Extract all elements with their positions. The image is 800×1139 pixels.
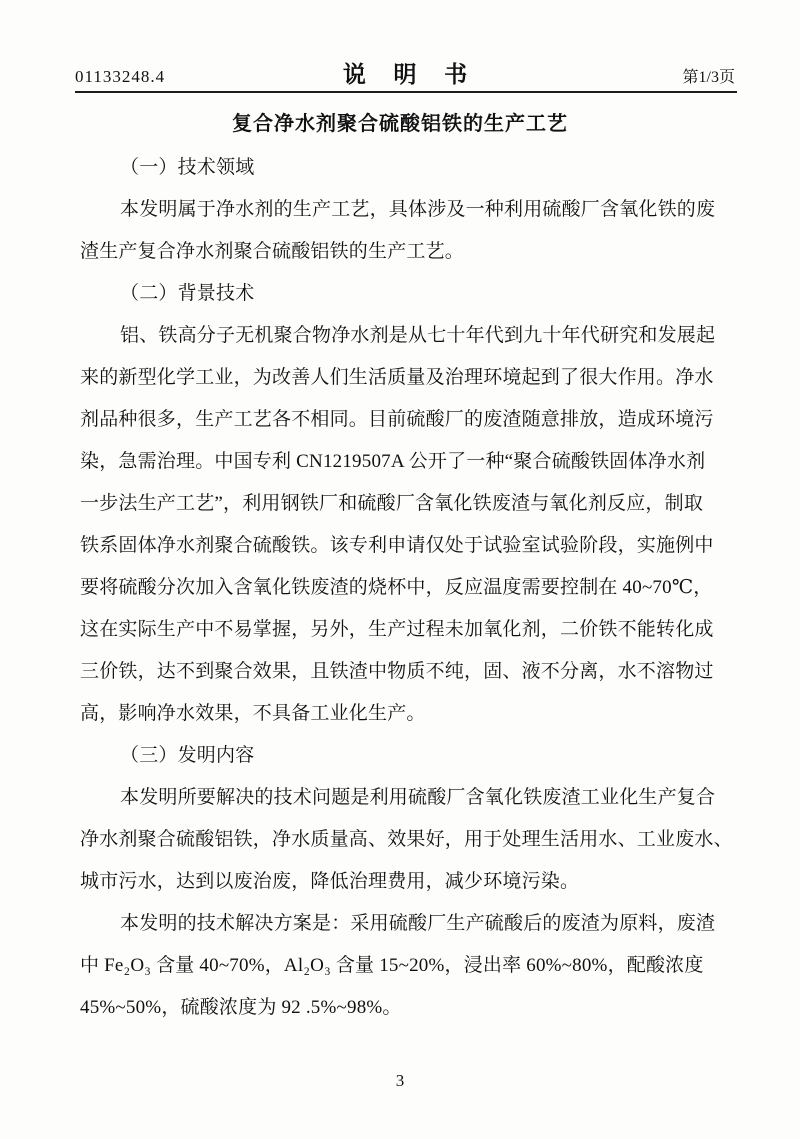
text-line: 要将硫酸分次加入含氧化铁废渣的烧杯中，反应温度需要控制在 40~70℃， — [80, 577, 713, 598]
text-line: 铝、铁高分子无机聚合物净水剂是从七十年代到九十年代研究和发展起 — [120, 325, 716, 346]
text-line: 本发明属于净水剂的生产工艺，具体涉及一种利用硫酸厂含氧化铁的废 — [120, 199, 716, 220]
document-body — [80, 147, 735, 1029]
text-line: 城市污水，达到以废治废，降低治理费用，减少环境污染。 — [80, 871, 580, 892]
text-line: 渣生产复合净水剂聚合硫酸铝铁的生产工艺。 — [80, 241, 465, 262]
section-heading-3: （三）发明内容 — [120, 745, 255, 766]
text-line: 净水剂聚合硫酸铝铁，净水质量高、效果好，用于处理生活用水、工业废水、 — [80, 829, 733, 850]
invention-title: 复合净水剂聚合硫酸铝铁的生产工艺 — [232, 113, 568, 135]
application-number: 01133248.4 — [75, 67, 166, 86]
text-line: 高，影响净水效果，不具备工业化生产。 — [80, 703, 426, 724]
page-number: 3 — [395, 1071, 405, 1090]
page-header — [75, 56, 735, 89]
text-line: 来的新型化学工业，为改善人们生活质量及治理环境起到了很大作用。净水 — [80, 367, 714, 388]
text-line: 剂品种很多，生产工艺各不相同。目前硫酸厂的废渣随意排放，造成环境污 — [80, 409, 714, 430]
text-line: 中 Fe₂O₃ 含量 40~70%，Al₂O₃ 含量 15~20%，浸出率 60%~80%，配酸浓度 — [80, 955, 704, 976]
section-heading-1: （一）技术领域 — [120, 157, 255, 178]
text-line: 一步法生产工艺”，利用钢铁厂和硫酸厂含氧化铁废渣与氧化剂反应，制取 — [80, 493, 704, 514]
text-line: 本发明的技术解决方案是：采用硫酸厂生产硫酸后的废渣为原料，废渣 — [120, 913, 716, 934]
text-line: 这在实际生产中不易掌握，另外，生产过程未加氧化剂，二价铁不能转化成 — [80, 619, 714, 640]
text-line: 铁系固体净水剂聚合硫酸铁。该专利申请仅处于试验室试验阶段，实施例中 — [80, 535, 714, 556]
section-heading-2: （二）背景技术 — [120, 283, 255, 304]
document-type-title: 说明书 — [342, 62, 495, 87]
text-line: 三价铁，达不到聚合效果，且铁渣中物质不纯，固、液不分离，水不溶物过 — [80, 661, 714, 682]
page-indicator: 第1/3页 — [682, 69, 735, 86]
header-divider — [75, 91, 737, 93]
text-line: 本发明所要解决的技术问题是利用硫酸厂含氧化铁废渣工业化生产复合 — [120, 787, 716, 808]
text-line: 45%~50%，硫酸浓度为 92 .5%~98%。 — [80, 997, 402, 1018]
text-line: 染，急需治理。中国专利 CN1219507A 公开了一种“聚合硫酸铁固体净水剂 — [80, 451, 706, 472]
